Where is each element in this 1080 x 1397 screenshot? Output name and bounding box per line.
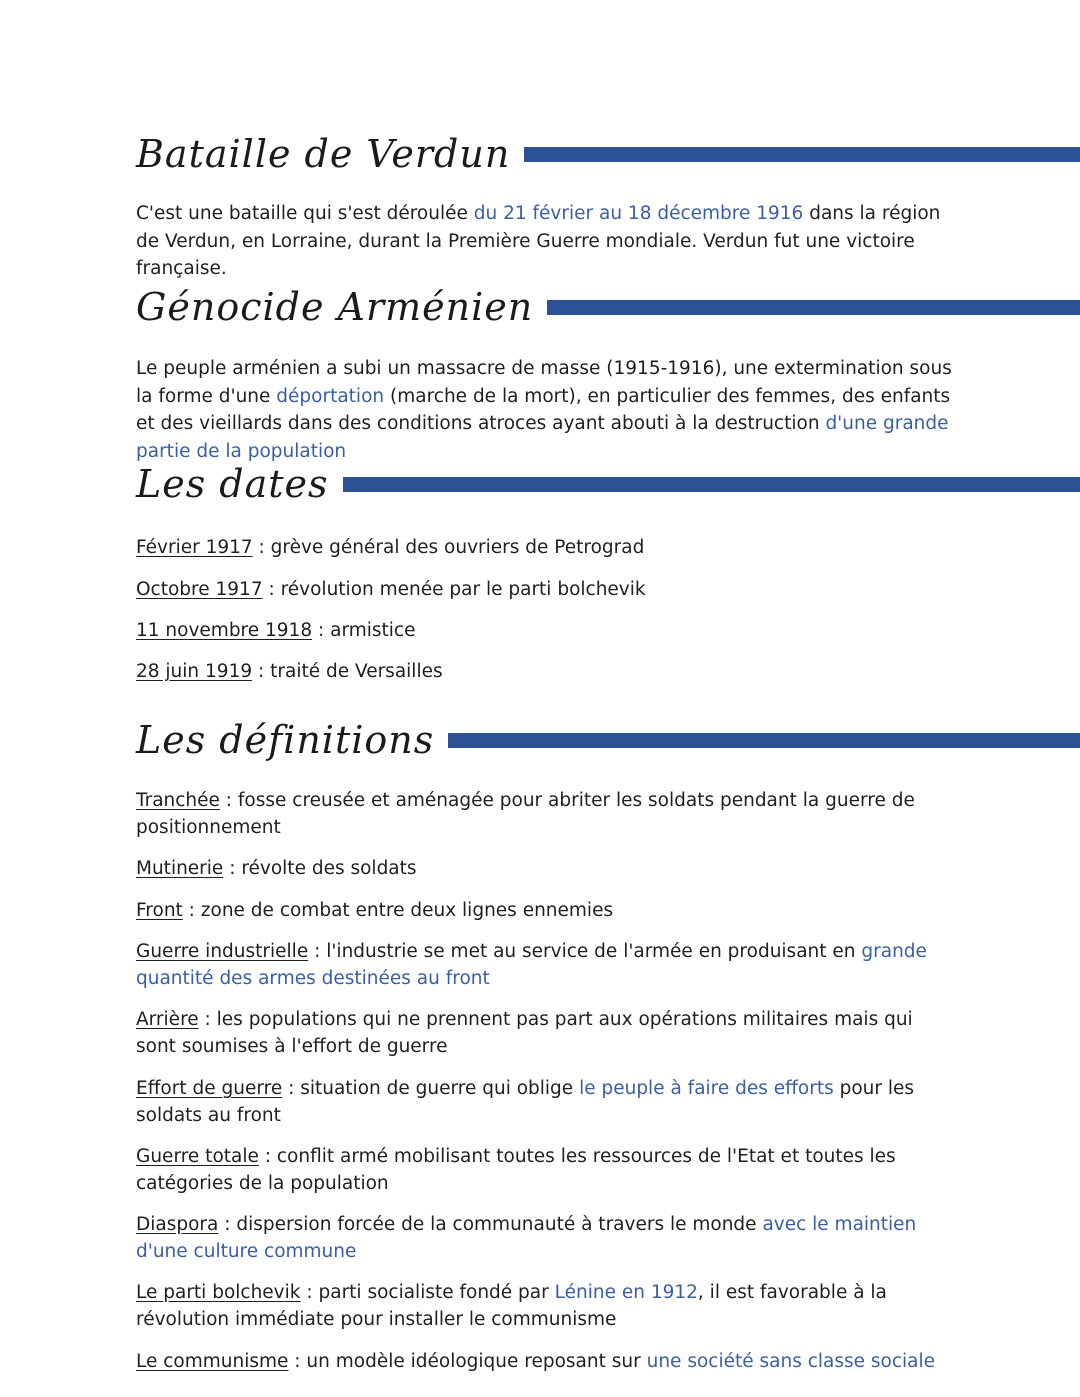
definition-item	[136, 1348, 956, 1375]
definition-item	[136, 1143, 956, 1197]
definition-term: Guerre totale	[136, 1146, 259, 1167]
definition-term: Arrière	[136, 1009, 199, 1030]
definition-item	[136, 1279, 956, 1333]
definition-term: Tranchée	[136, 790, 220, 811]
highlight-text: avec le maintien d'une culture commune	[136, 1214, 917, 1262]
text: C'est une bataille qui s'est déroulée	[136, 203, 474, 224]
highlight-text: Lénine en 1912	[554, 1282, 698, 1303]
definition-item	[136, 1006, 956, 1060]
definition-term: Effort de guerre	[136, 1078, 283, 1099]
highlight-text: une société sans classe sociale	[646, 1351, 936, 1372]
text: (marche de la mort), en particulier des femmes, des enfants et des vieillards dans des conditions atroces ayant abouti à la destruction	[136, 385, 951, 434]
definition-text: : parti socialiste fondé par	[300, 1282, 555, 1303]
date-item	[136, 576, 956, 603]
highlight-text: le peuple à faire des efforts	[579, 1078, 834, 1099]
highlight-text: grande quantité des armes destinées au front	[136, 941, 927, 989]
definition-text: , il est favorable à la révolution immédiate pour installer le communisme	[136, 1282, 887, 1330]
section-rule	[343, 477, 1080, 492]
section-title: Les dates	[136, 462, 329, 506]
definition-term: Le communisme	[136, 1351, 289, 1372]
date-text: : armistice	[312, 620, 416, 641]
date-term: Février 1917	[136, 537, 253, 558]
date-item	[136, 617, 956, 644]
definition-item	[136, 787, 956, 841]
date-term: 28 juin 1919	[136, 661, 253, 682]
section-header-dates	[0, 462, 1080, 506]
section-title: Les définitions	[136, 718, 435, 762]
definition-text: pour les soldats au front	[136, 1078, 915, 1126]
section-header-genocide	[0, 285, 1080, 329]
definition-term: Front	[136, 900, 183, 921]
definition-text: : révolte des soldats	[223, 858, 417, 879]
date-term: 11 novembre 1918	[136, 620, 313, 641]
definition-item	[136, 1211, 956, 1265]
verdun-paragraph	[136, 200, 956, 283]
text: Le peuple arménien a subi un massacre de masse (1915-1916), une extermination sous la forme d'une	[136, 358, 952, 407]
definition-text: : dispersion forcée de la communauté à travers le monde	[218, 1214, 763, 1235]
text: dans la région de Verdun, en Lorraine, durant la Première Guerre mondiale. Verdun fut une victoire française.	[136, 203, 941, 279]
definition-term: Le parti bolchevik	[136, 1282, 301, 1303]
definition-text: : un modèle idéologique reposant sur	[288, 1351, 647, 1372]
definition-text: : fosse creusée et aménagée pour abriter les soldats pendant la guerre de positionnement	[136, 790, 915, 838]
definition-text: : conflit armé mobilisant toutes les ressources de l'Etat et toutes les catégories de la population	[136, 1146, 896, 1194]
definition-term: Mutinerie	[136, 858, 224, 879]
definition-item	[136, 897, 956, 924]
section-header-verdun	[0, 132, 1080, 176]
definition-text: : les populations qui ne prennent pas part aux opérations militaires mais qui sont soumises à l'effort de guerre	[136, 1009, 913, 1057]
date-text: : traité de Versailles	[252, 661, 443, 682]
section-rule	[547, 300, 1080, 315]
definition-term: Guerre industrielle	[136, 941, 309, 962]
date-item	[136, 658, 956, 685]
date-text: : grève général des ouvriers de Petrograd	[252, 537, 645, 558]
highlight-text: d'une grande partie de la population	[136, 413, 949, 462]
definition-text: : zone de combat entre deux lignes ennemies	[182, 900, 614, 921]
definition-text: : l'industrie se met au service de l'armée en produisant en	[308, 941, 862, 962]
section-header-definitions	[0, 718, 1080, 762]
definition-text: : situation de guerre qui oblige	[282, 1078, 580, 1099]
section-rule	[448, 733, 1080, 748]
section-title: Bataille de Verdun	[136, 132, 511, 176]
section-rule	[524, 147, 1080, 162]
definition-item	[136, 855, 956, 882]
date-text: : révolution menée par le parti bolchevik	[262, 579, 646, 600]
date-term: Octobre 1917	[136, 579, 263, 600]
section-title: Génocide Arménien	[136, 285, 534, 329]
genocide-paragraph	[136, 355, 956, 465]
date-item	[136, 534, 956, 561]
definition-item	[136, 938, 956, 992]
highlight-text: du 21 février au 18 décembre 1916	[473, 203, 804, 224]
definition-item	[136, 1075, 956, 1129]
definition-term: Diaspora	[136, 1214, 219, 1235]
highlight-text: déportation	[276, 385, 385, 407]
